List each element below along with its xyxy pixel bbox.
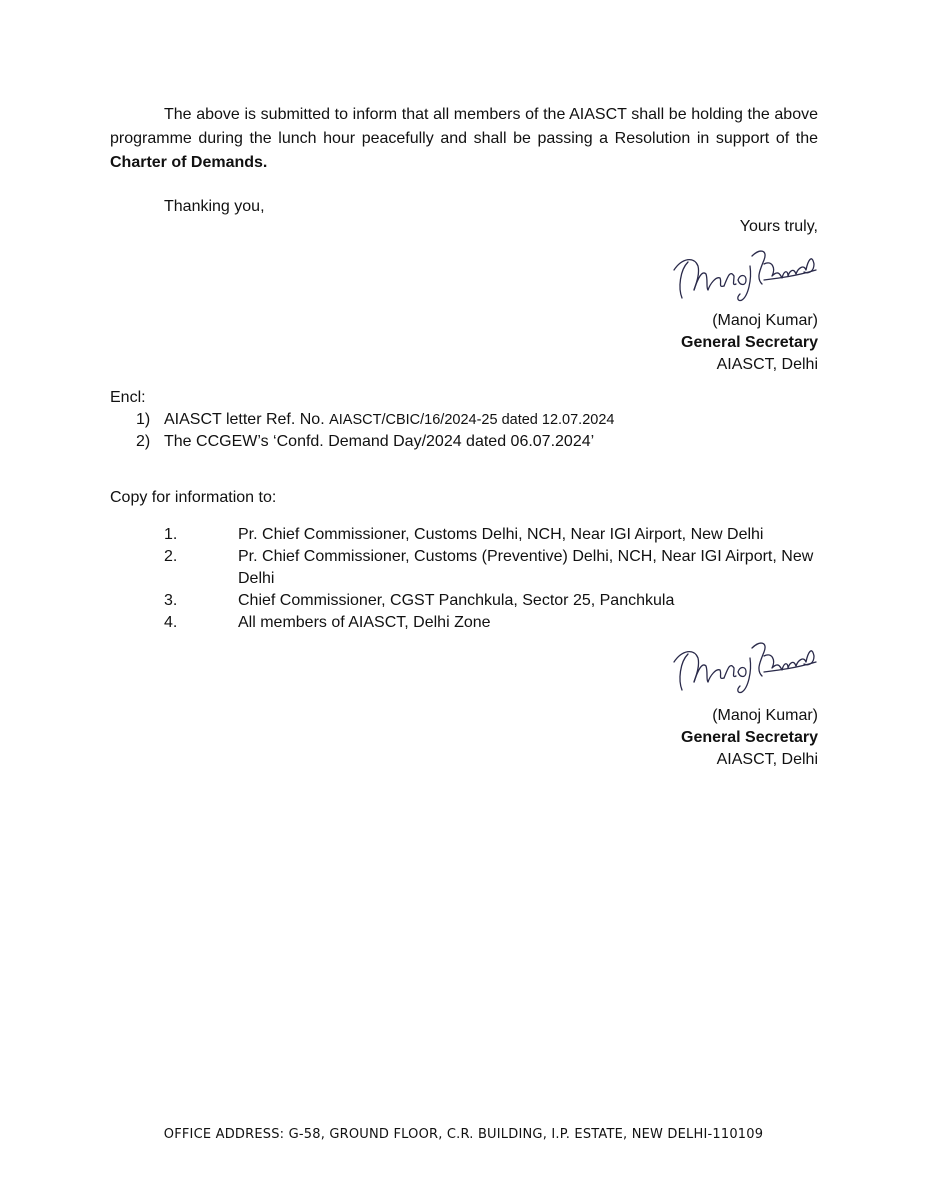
enclosure-reference: AIASCT/CBIC/16/2024-25 dated 12.07.2024 (329, 412, 615, 428)
enclosure-text (164, 409, 614, 431)
enclosure-number: 1) (136, 411, 151, 428)
signatory-name: (Manoj Kumar) (712, 707, 818, 724)
signatory-org: AIASCT, Delhi (716, 751, 818, 768)
signatory-block (681, 310, 818, 376)
copy-to-number: 2. (164, 548, 178, 565)
charter-of-demands-bold: Charter of Demands. (110, 154, 268, 171)
enclosure-item (136, 409, 614, 431)
enclosure-text-part: AIASCT letter Ref. No. (164, 411, 330, 428)
copy-to-number: 3. (164, 592, 178, 609)
signatory-designation: General Secretary (681, 334, 818, 351)
enclosure-number: 2) (136, 433, 151, 450)
signatory-name: (Manoj Kumar) (712, 312, 818, 329)
office-address-footer: OFFICE ADDRESS: G-58, GROUND FLOOR, C.R. BUILDING, I.P. ESTATE, NEW DELHI-110109 (163, 1127, 764, 1142)
copy-to-number: 1. (164, 526, 178, 543)
copy-to-label: Copy for information to: (110, 489, 277, 506)
body-paragraph-text: The above is submitted to inform that all members of the AIASCT shall be holding the above programme during the lunch hour peacefully and shall be passing a Resolution in support of the (110, 106, 818, 147)
signature-image (668, 240, 820, 306)
closing-yours-truly: Yours truly, (739, 218, 818, 235)
signature-drawing (668, 240, 820, 306)
thanking-line: Thanking you, (164, 198, 265, 215)
copy-to-text: All members of AIASCT, Delhi Zone (238, 614, 491, 631)
signatory-designation: General Secretary (681, 729, 818, 746)
copy-to-item (164, 546, 824, 590)
enclosure-item (136, 431, 614, 453)
copy-to-list (164, 524, 824, 634)
signatory-block (681, 705, 818, 771)
body-paragraph (110, 103, 818, 175)
signatory-org: AIASCT, Delhi (716, 356, 818, 373)
signature-image (668, 632, 820, 698)
enclosure-text: The CCGEW’s ‘Confd. Demand Day/2024 dated 06.07.2024’ (164, 433, 595, 450)
enclosures-list (136, 409, 614, 453)
copy-to-item (164, 590, 824, 612)
copy-to-text: Pr. Chief Commissioner, Customs Delhi, NCH, Near IGI Airport, New Delhi (238, 526, 764, 543)
copy-to-text: Chief Commissioner, CGST Panchkula, Sector 25, Panchkula (238, 592, 675, 609)
copy-to-text: Pr. Chief Commissioner, Customs (Preventive) Delhi, NCH, Near IGI Airport, New Delhi (238, 548, 814, 587)
signature-drawing (668, 632, 820, 698)
enclosures-label: Encl: (110, 389, 146, 406)
copy-to-item (164, 612, 824, 634)
copy-to-item (164, 524, 824, 546)
copy-to-number: 4. (164, 614, 178, 631)
